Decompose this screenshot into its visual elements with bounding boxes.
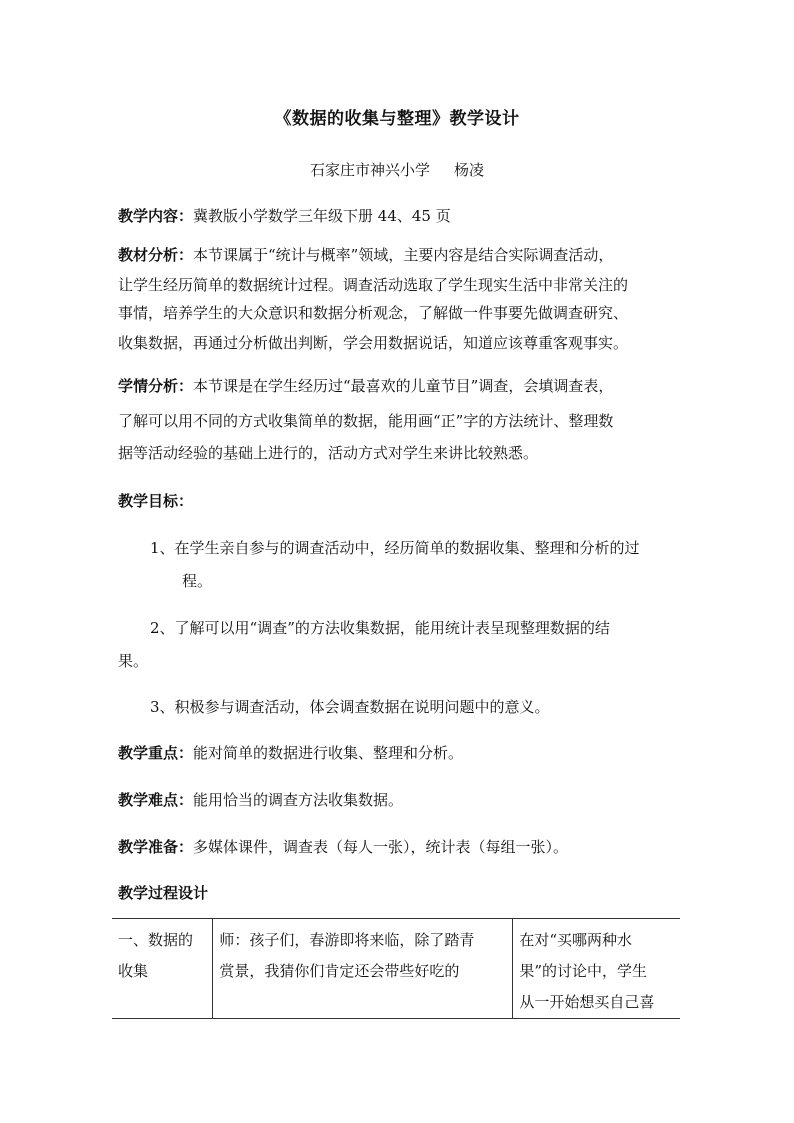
process-heading: 教学过程设计 <box>118 884 209 902</box>
teaching-content-text: 冀教版小学数学三年级下册 44、45 页 <box>193 207 451 225</box>
stage-line-1: 一、数据的 <box>118 931 194 949</box>
key-point-label: 教学重点： <box>118 744 194 762</box>
teaching-content-label: 教学内容： <box>118 207 194 225</box>
table-cell-notes <box>513 919 680 1019</box>
material-analysis-line-1 <box>118 244 678 265</box>
preparation <box>118 836 678 857</box>
material-analysis-line-2: 让学生经历简单的数据统计过程。调查活动选取了学生现实生活中非常关注的 <box>118 276 629 294</box>
student-analysis-line-1 <box>118 375 678 396</box>
stage-line-2: 收集 <box>118 962 149 980</box>
process-table <box>112 918 680 1019</box>
key-point <box>118 742 678 763</box>
goal-3: 3、积极参与调查活动，体会调查数据在说明问题中的意义。 <box>150 698 550 716</box>
goal-1-line-2: 程。 <box>182 572 213 590</box>
student-analysis-text-1: 本节课是在学生经历过“最喜欢的儿童节目”调查，会填调查表， <box>193 377 614 395</box>
goal-1-line-1: 1、在学生亲自参与的调查活动中，经历简单的数据收集、整理和分析的过 <box>150 539 640 557</box>
preparation-text: 多媒体课件，调查表（每人一张），统计表（每组一张）。 <box>193 838 569 856</box>
material-analysis-line-3: 事情，培养学生的大众意识和数据分析观念，了解做一件事要先做调查研究、 <box>118 304 629 322</box>
student-analysis-label: 学情分析： <box>118 377 194 395</box>
table-cell-activity <box>213 919 513 1019</box>
activity-line-2: 赏景，我猜你们肯定还会带些好吃的 <box>219 962 460 980</box>
document-title: 《数据的收集与整理》教学设计 <box>274 109 520 129</box>
teaching-content <box>118 205 678 226</box>
author-line <box>0 159 794 180</box>
difficulty <box>118 789 678 810</box>
key-point-text: 能对简单的数据进行收集、整理和分析。 <box>193 744 464 762</box>
student-analysis-line-3: 据等活动经验的基础上进行的，活动方式对学生来讲比较熟悉。 <box>118 444 539 462</box>
difficulty-text: 能用恰当的调查方法收集数据。 <box>193 791 404 809</box>
notes-line-2: 果”的讨论中，学生 <box>519 962 648 980</box>
notes-line-1: 在对“买哪两种水 <box>519 931 633 949</box>
author-name: 杨凌 <box>454 161 485 179</box>
notes-line-3: 从一开始想买自己喜 <box>519 993 655 1011</box>
material-analysis-line-4: 收集数据，再通过分析做出判断，学会用数据说话，知道应该尊重客观事实。 <box>118 334 629 352</box>
preparation-label: 教学准备： <box>118 838 194 856</box>
table-cell-stage <box>112 919 213 1019</box>
student-analysis-line-2: 了解可以用不同的方式收集简单的数据，能用画“正”字的方法统计、整理数 <box>118 412 614 430</box>
difficulty-label: 教学难点： <box>118 791 194 809</box>
goals-heading: 教学目标： <box>118 492 194 510</box>
table-row <box>112 919 680 1019</box>
material-analysis-text-1: 本节课属于“统计与概率”领域，主要内容是结合实际调查活动， <box>193 246 614 264</box>
goal-2-line-2: 果。 <box>118 652 149 670</box>
activity-line-1: 师：孩子们，春游即将来临，除了踏青 <box>219 931 475 949</box>
goal-2-line-1: 2、了解可以用“调查”的方法收集数据，能用统计表呈现整理数据的结 <box>150 619 610 637</box>
author-school: 石家庄市神兴小学 <box>309 161 430 179</box>
material-analysis-label: 教材分析： <box>118 246 194 264</box>
